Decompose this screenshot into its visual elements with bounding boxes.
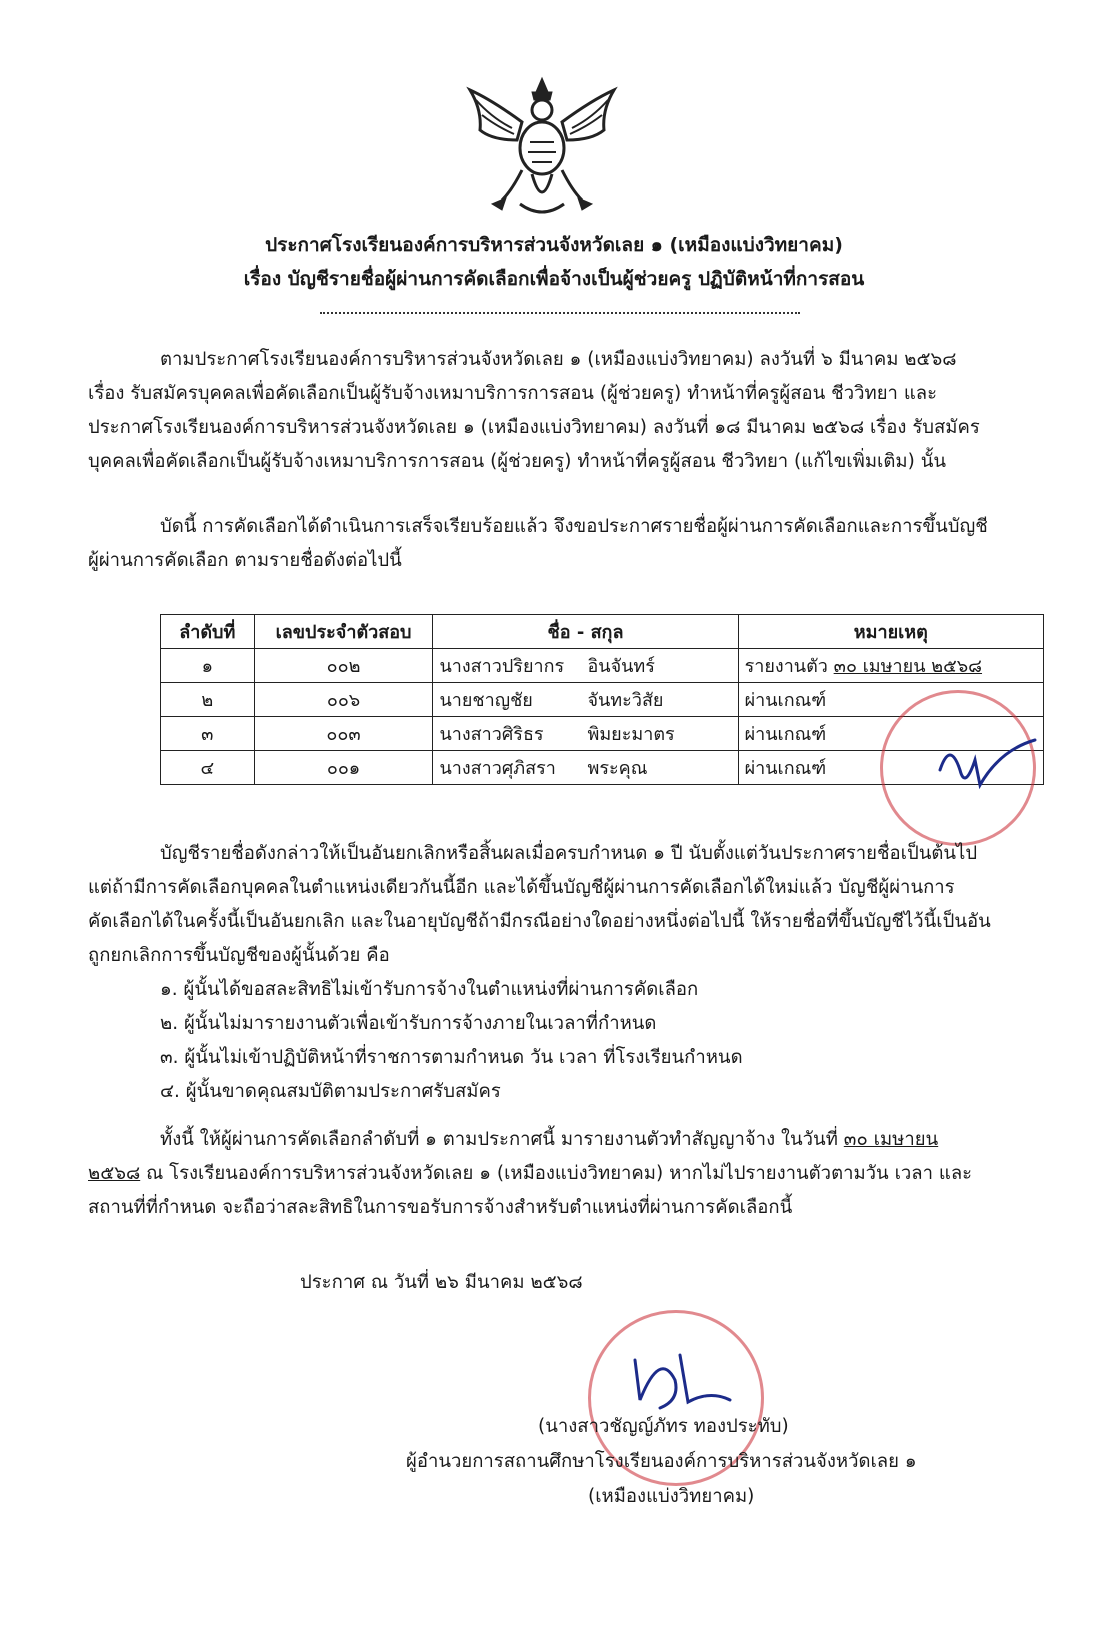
director-signature-icon bbox=[620, 1330, 740, 1420]
row-remark bbox=[738, 649, 1043, 683]
row-order: ๓ bbox=[161, 717, 255, 751]
row-last-name: พระคุณ bbox=[587, 758, 648, 779]
announcement-title: ประกาศโรงเรียนองค์การบริหารส่วนจังหวัดเลย ๑ (เหมืองแบ่งวิทยาคม) bbox=[265, 234, 843, 256]
row-order: ๔ bbox=[161, 751, 255, 785]
row-last-name: จันทะวิสัย bbox=[587, 690, 664, 711]
announcement-subject: เรื่อง บัญชีรายชื่อผู้ผ่านการคัดเลือกเพื่อจ้างเป็นผู้ช่วยครู ปฏิบัติหน้าที่การสอน bbox=[243, 268, 865, 290]
row-last-name: อินจันทร์ bbox=[587, 656, 655, 677]
row-name bbox=[433, 683, 738, 717]
signatory-position: ผู้อำนวยการสถานศึกษาโรงเรียนองค์การบริหารส่วนจังหวัดเลย ๑ bbox=[406, 1451, 917, 1472]
row-order: ๒ bbox=[161, 683, 255, 717]
report-date: ๓๐ เมษายน bbox=[843, 1129, 939, 1150]
row-remark-text: ผ่านเกณฑ์ bbox=[744, 758, 827, 779]
intro-line-1: ตามประกาศโรงเรียนองค์การบริหารส่วนจังหวัดเลย ๑ (เหมืองแบ่งวิทยาคม) ลงวันที่ ๖ มีนาคม ๒๕๖๘ bbox=[160, 349, 957, 370]
row-first-name: นางสาวศุภิสรา bbox=[439, 758, 556, 779]
row-remark-text: ผ่านเกณฑ์ bbox=[744, 724, 827, 745]
initials-signature-icon bbox=[930, 730, 1040, 800]
condition-item: ๔. ผู้นั้นขาดคุณสมบัติตามประกาศรับสมัคร bbox=[160, 1081, 501, 1102]
row-last-name: พิมยะมาตร bbox=[587, 724, 675, 745]
report-year: ๒๕๖๘ bbox=[88, 1163, 141, 1184]
report-line-2 bbox=[88, 1161, 972, 1187]
row-remark-date: ๓๐ เมษายน ๒๕๖๘ bbox=[833, 656, 983, 677]
row-exam-id: ๐๐๓ bbox=[254, 717, 433, 751]
row-exam-id: ๐๐๖ bbox=[254, 683, 433, 717]
row-first-name: นางสาวศิริธร bbox=[439, 724, 544, 745]
garuda-emblem-icon bbox=[462, 70, 622, 230]
condition-item: ๓. ผู้นั้นไม่เข้าปฏิบัติหน้าที่ราชการตามกำหนด วัน เวลา ที่โรงเรียนกำหนด bbox=[160, 1047, 743, 1068]
row-exam-id: ๐๐๑ bbox=[254, 751, 433, 785]
condition-item: ๑. ผู้นั้นได้ขอสละสิทธิไม่เข้ารับการจ้างในตำแหน่งที่ผ่านการคัดเลือก bbox=[160, 979, 699, 1000]
validity-line-1: บัญชีรายชื่อดังกล่าวให้เป็นอันยกเลิกหรือสิ้นผลเมื่อครบกำหนด ๑ ปี นับตั้งแต่วันประกาศรายชื่อเป็นต้นไป bbox=[160, 843, 978, 864]
validity-line-3: คัดเลือกได้ในครั้งนี้เป็นอันยกเลิก และในอายุบัญชีถ้ามีกรณีอย่างใดอย่างหนึ่งต่อไปนี้ ให้รายชื่อที่ขึ้นบัญชีไว้นี้เป็นอัน bbox=[88, 911, 991, 932]
announcement-date: ประกาศ ณ วันที่ ๒๖ มีนาคม ๒๕๖๘ bbox=[300, 1272, 583, 1293]
table-header-row bbox=[161, 615, 1044, 649]
header-exam-id: เลขประจำตัวสอบ bbox=[254, 615, 433, 649]
intro-line-4: บุคคลเพื่อคัดเลือกเป็นผู้รับจ้างเหมาบริการการสอน (ผู้ช่วยครู) ทำหน้าที่ครูผู้สอน ชีววิทยา (แก้ไขเพิ่มเติม) นั้น bbox=[88, 451, 946, 472]
condition-item: ๒. ผู้นั้นไม่มารายงานตัวเพื่อเข้ารับการจ้างภายในเวลาที่กำหนด bbox=[160, 1013, 657, 1034]
intro-line-3: ประกาศโรงเรียนองค์การบริหารส่วนจังหวัดเลย ๑ (เหมืองแบ่งวิทยาคม) ลงวันที่ ๑๘ มีนาคม ๒๕๖๘ เรื่อง รับสมัคร bbox=[88, 417, 980, 438]
validity-line-4: ถูกยกเลิกการขึ้นบัญชีของผู้นั้นด้วย คือ bbox=[88, 945, 390, 966]
row-order: ๑ bbox=[161, 649, 255, 683]
row-name bbox=[433, 649, 738, 683]
intro-line-2: เรื่อง รับสมัครบุคคลเพื่อคัดเลือกเป็นผู้รับจ้างเหมาบริการการสอน (ผู้ช่วยครู) ทำหน้าที่ครูผู้สอน ชีววิทยา และ bbox=[88, 383, 938, 404]
report-line-1 bbox=[160, 1127, 938, 1153]
header-order: ลำดับที่ bbox=[161, 615, 255, 649]
row-remark-text: รายงานตัว bbox=[744, 656, 828, 677]
dotted-divider bbox=[320, 312, 800, 314]
signatory-name: (นางสาวชัญญ์ภัทร ทองประทับ) bbox=[538, 1416, 789, 1437]
report-line-1-text: ทั้งนี้ ให้ผู้ผ่านการคัดเลือกลำดับที่ ๑ ตามประกาศนี้ มารายงานตัวทำสัญญาจ้าง ในวันที่ bbox=[160, 1129, 838, 1150]
row-name bbox=[433, 751, 738, 785]
row-exam-id: ๐๐๒ bbox=[254, 649, 433, 683]
report-line-2-text: ณ โรงเรียนองค์การบริหารส่วนจังหวัดเลย ๑ (เหมืองแบ่งวิทยาคม) หากไม่ไปรายงานตัวตามวัน เวลา และ bbox=[146, 1163, 973, 1184]
table-row bbox=[161, 649, 1044, 683]
row-name bbox=[433, 717, 738, 751]
announce-line-2: ผู้ผ่านการคัดเลือก ตามรายชื่อดังต่อไปนี้ bbox=[88, 550, 402, 571]
validity-line-2: แต่ถ้ามีการคัดเลือกบุคคลในตำแหน่งเดียวกันนี้อีก และได้ขึ้นบัญชีผู้ผ่านการคัดเลือกได้ใหม่แล้ว บัญชีผู้ผ่านการ bbox=[88, 877, 955, 898]
row-first-name: นายชาญชัย bbox=[439, 690, 533, 711]
header-remark: หมายเหตุ bbox=[738, 615, 1043, 649]
row-first-name: นางสาวปริยากร bbox=[439, 656, 565, 677]
signatory-school: (เหมืองแบ่งวิทยาคม) bbox=[588, 1486, 755, 1507]
header-name: ชื่อ - สกุล bbox=[433, 615, 738, 649]
row-remark-text: ผ่านเกณฑ์ bbox=[744, 690, 827, 711]
report-line-3: สถานที่ที่กำหนด จะถือว่าสละสิทธิในการขอรับการจ้างสำหรับตำแหน่งที่ผ่านการคัดเลือกนี้ bbox=[88, 1197, 793, 1218]
announce-line-1: บัดนี้ การคัดเลือกได้ดำเนินการเสร็จเรียบร้อยแล้ว จึงขอประกาศรายชื่อผู้ผ่านการคัดเลือกและการขึ้นบัญชี bbox=[160, 516, 988, 537]
